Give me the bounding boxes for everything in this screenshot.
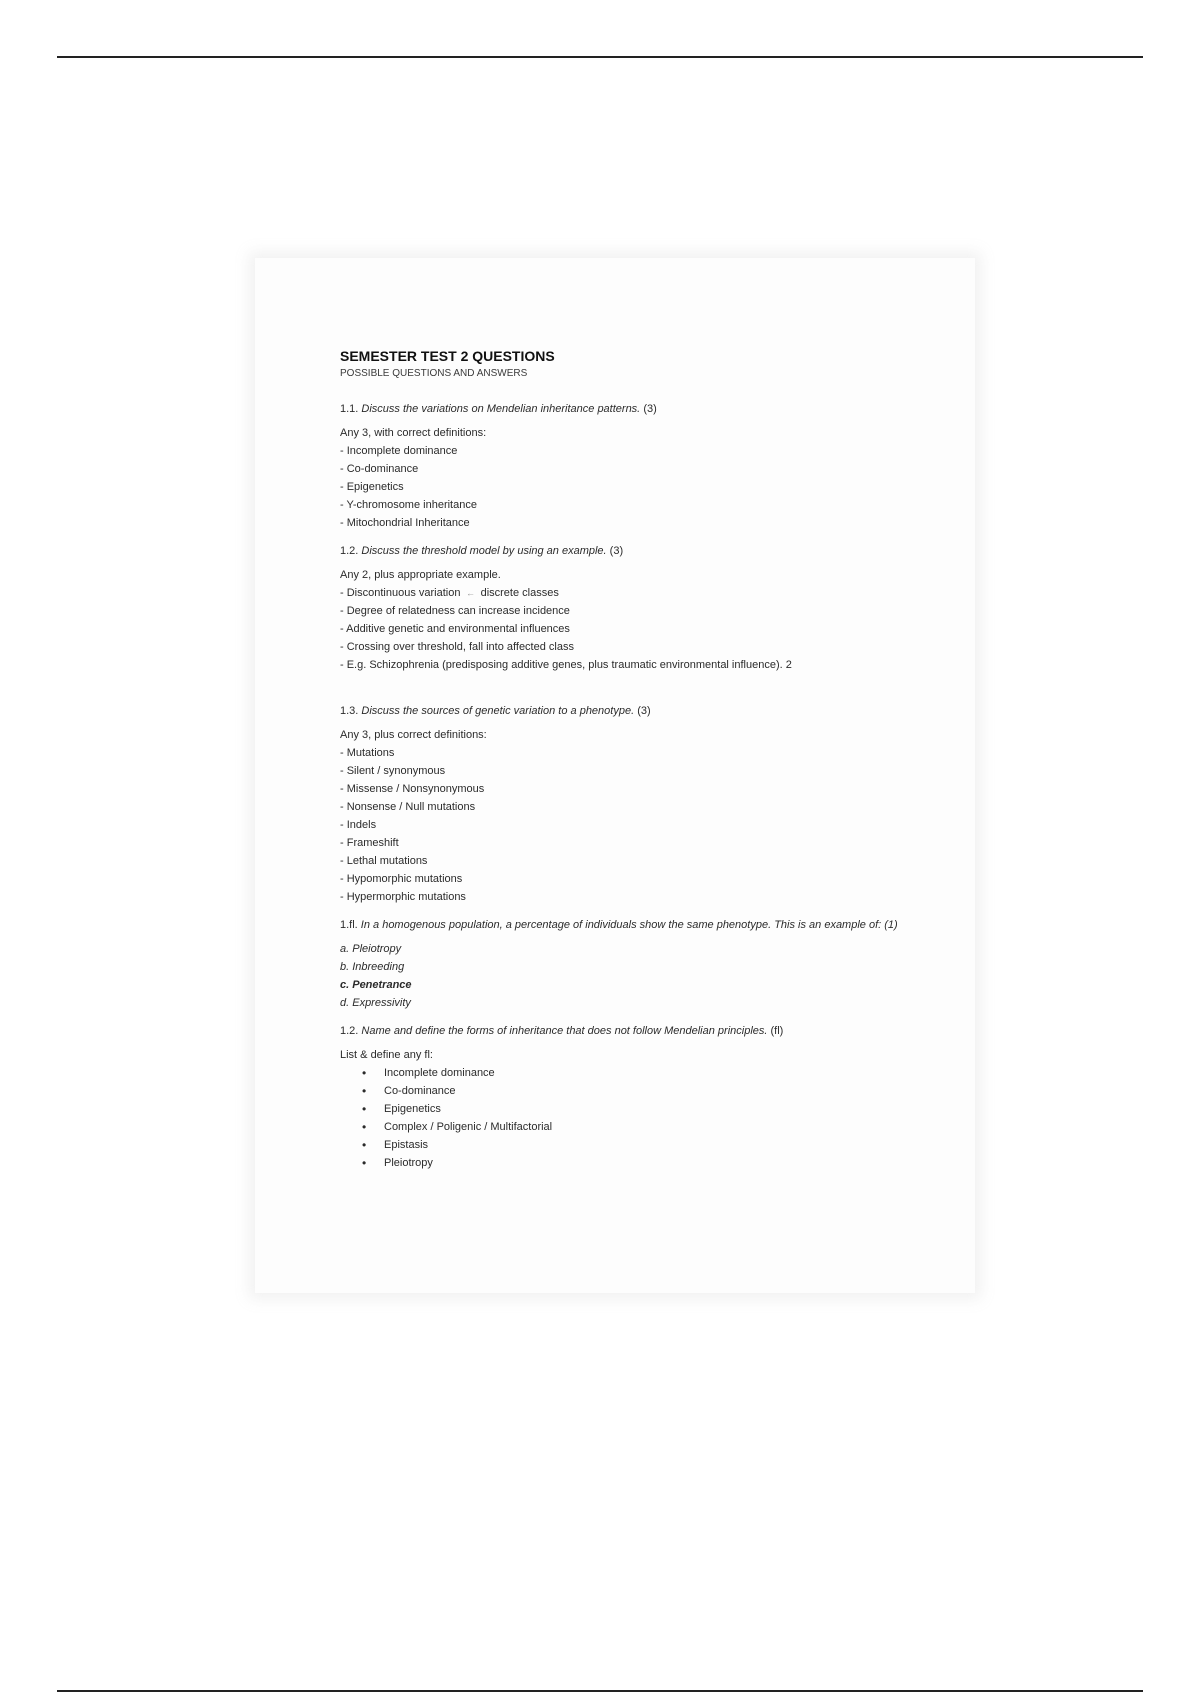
- answer-item: - Silent / synonymous: [340, 765, 446, 777]
- answer-intro: Any 3, plus correct definitions:: [340, 729, 487, 741]
- answer-intro: Any 3, with correct definitions:: [340, 427, 487, 439]
- question-number: 1.3.: [340, 705, 359, 717]
- question-section: [340, 702, 940, 906]
- question-number: 1.1.: [340, 403, 359, 415]
- mc-option: d. Expressivity: [340, 997, 411, 1009]
- answer-intro: List & define any fl:: [340, 1049, 433, 1061]
- answer-item: - Indels: [340, 819, 377, 831]
- bullet-list: [340, 1064, 940, 1172]
- answer-item: - Hypomorphic mutations: [340, 873, 463, 885]
- answer-item: - Incomplete dominance: [340, 445, 458, 457]
- answer-item: [340, 584, 940, 602]
- question-heading: [340, 542, 940, 560]
- answer-item: - Degree of relatedness can increase incidence: [340, 605, 570, 617]
- arrow-icon: ←: [466, 588, 476, 598]
- answer-item-before: - Discontinuous variation: [340, 587, 461, 599]
- question-heading: [340, 916, 940, 934]
- question-text: Discuss the threshold model by using an example.: [361, 545, 607, 557]
- document-body: [340, 346, 940, 1182]
- top-rule: [57, 56, 1143, 58]
- bullet-item: • Epistasis: [362, 1136, 940, 1154]
- answer-item: - Missense / Nonsynonymous: [340, 783, 485, 795]
- question-section: [340, 1022, 940, 1172]
- document-subtitle: POSSIBLE QUESTIONS AND ANSWERS: [340, 368, 528, 379]
- question-marks: (fl): [770, 1025, 784, 1037]
- answer-item: - Nonsense / Null mutations: [340, 801, 476, 813]
- question-number: 1.2.: [340, 545, 359, 557]
- bottom-rule: [57, 1690, 1143, 1692]
- mc-option: b. Inbreeding: [340, 961, 405, 973]
- question-text: Name and define the forms of inheritance that does not follow Mendelian principles.: [361, 1025, 768, 1037]
- answer-item: - Hypermorphic mutations: [340, 891, 466, 903]
- answer-item: - Mitochondrial Inheritance: [340, 517, 470, 529]
- bullet-item: • Complex / Poligenic / Multifactorial: [362, 1118, 940, 1136]
- bullet-item: • Epigenetics: [362, 1100, 940, 1118]
- answer-item: - Co-dominance: [340, 463, 419, 475]
- document-title: SEMESTER TEST 2 QUESTIONS: [340, 348, 555, 364]
- answer-item: - Mutations: [340, 747, 395, 759]
- question-marks: (3): [609, 545, 624, 557]
- question-number: 1.fl.: [340, 919, 358, 931]
- question-number: 1.2.: [340, 1025, 359, 1037]
- question-section: [340, 916, 940, 1012]
- bullet-item: • Pleiotropy: [362, 1154, 940, 1172]
- answer-item: - Frameshift: [340, 837, 399, 849]
- answer-item-after: discrete classes: [480, 587, 559, 599]
- answer-item: - Crossing over threshold, fall into affected class: [340, 641, 574, 653]
- answer-intro: Any 2, plus appropriate example.: [340, 569, 501, 581]
- question-heading: [340, 702, 940, 720]
- mc-option-correct: c. Penetrance: [340, 979, 412, 991]
- answer-item: - Y-chromosome inheritance: [340, 499, 477, 511]
- question-text: Discuss the sources of genetic variation to a phenotype.: [361, 705, 635, 717]
- question-text: In a homogenous population, a percentage of individuals show the same phenotype. This is an example of: (1): [360, 919, 898, 931]
- question-marks: (3): [637, 705, 651, 717]
- question-text: Discuss the variations on Mendelian inheritance patterns.: [361, 403, 641, 415]
- answer-item: - E.g. Schizophrenia (predisposing additive genes, plus traumatic environmental influence). 2: [340, 659, 792, 671]
- answer-item: - Lethal mutations: [340, 855, 428, 867]
- answer-item: - Epigenetics: [340, 481, 404, 493]
- bullet-item: • Co-dominance: [362, 1082, 940, 1100]
- mc-option: a. Pleiotropy: [340, 943, 402, 955]
- question-heading: [340, 400, 940, 418]
- answer-item: - Additive genetic and environmental influences: [340, 623, 570, 635]
- bullet-item: • Incomplete dominance: [362, 1064, 940, 1082]
- question-heading: [340, 1022, 940, 1040]
- question-section: [340, 400, 940, 532]
- question-marks: (3): [643, 403, 657, 415]
- question-section: [340, 542, 940, 674]
